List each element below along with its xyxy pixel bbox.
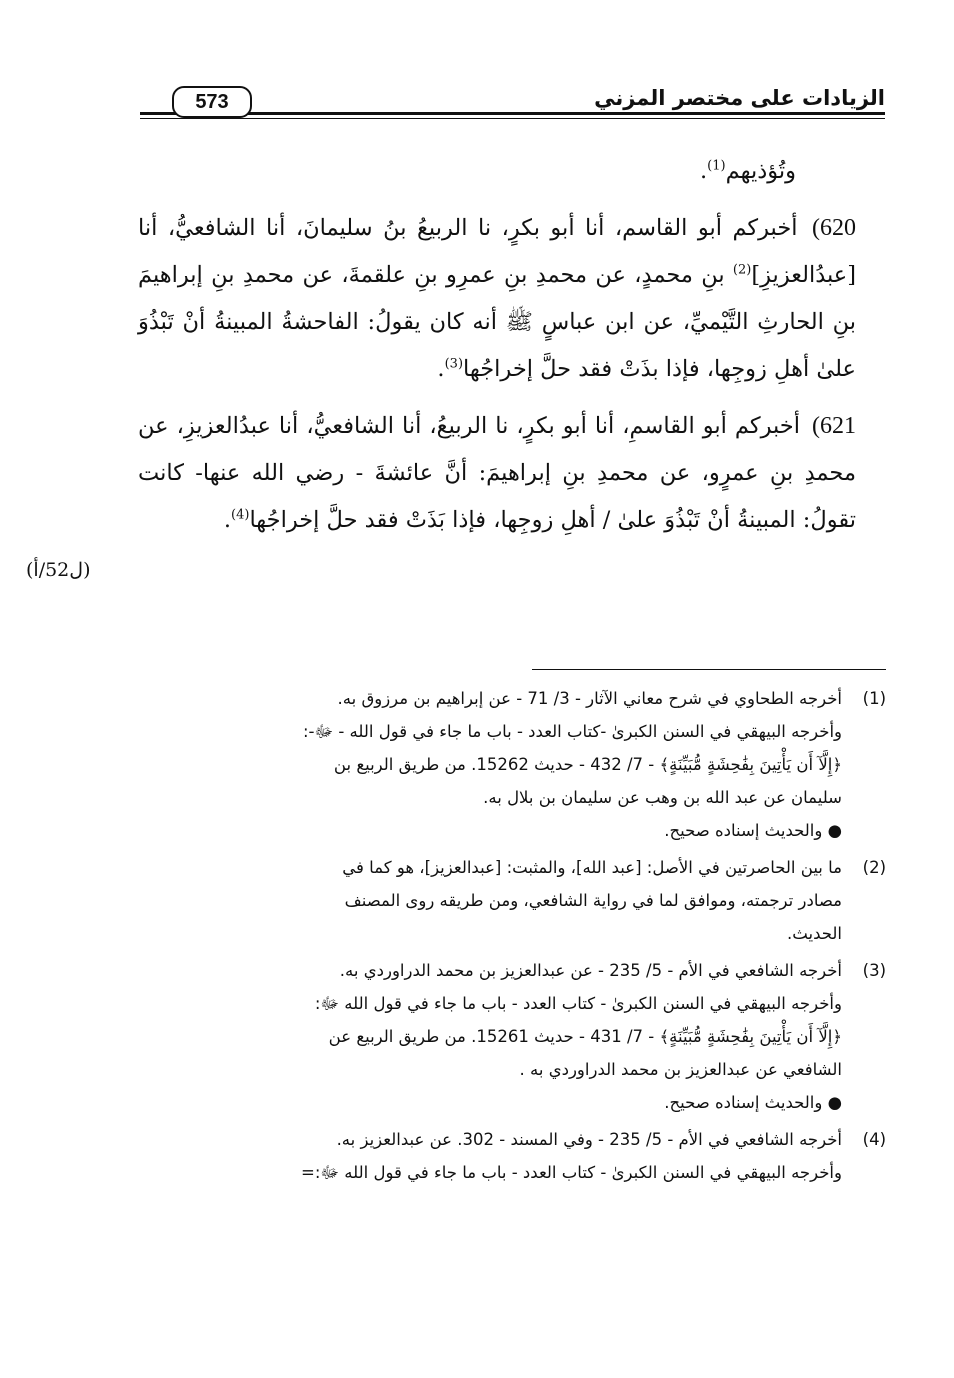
- footnote-ref-3: (3): [444, 356, 464, 372]
- footnote-line: الحديث.: [787, 924, 842, 943]
- footnote-line: الشافعي عن عبدالعزيز بن محمد الدراوردي به .: [519, 1060, 842, 1079]
- footnote-number: (2): [862, 858, 886, 877]
- hadith-text: أخبركم أبو القاسمِ، أنا أبو بكرٍ، نا الربيعُ، أنا الشافعيُّ، أنا عبدُالعزيزِ، عن محمدِ بنِ عمرٍو، عن محمدِ بنِ إبراهيمَ: أنَّ عائشةَ - رضي الله عنها- كانت تقولُ: المبينةُ أنْ تَبْذُوَ علىٰ / أهلِ زوجِها، فإذا بَذَتْ فقد حلَّ إخراجُها: [138, 413, 856, 533]
- footnote-number: (3): [862, 961, 886, 980]
- footnote-line: وأخرجه البيهقي في السنن الكبرىٰ - كتاب العدد - باب ما جاء في قول الله ﷻ:: [314, 994, 842, 1013]
- footnote-line: أخرجه الطحاوي في شرح معاني الآثار - 3/ 71 - عن إبراهيم بن مرزوق به.: [337, 689, 842, 708]
- footnote-line: ﴿إِلَّآ أَن يَأْتِينَ بِفَٰحِشَةٍ مُّبَيِّنَةٍ﴾ - 7/ 432 - حديث 15262. من طريق الربيع بن: [333, 755, 842, 774]
- footnote-line: أخرجه الشافعي في الأم - 5/ 235 - عن عبدالعزيز بن محمد الدراوردي به.: [339, 961, 842, 980]
- footnote-number: (4): [862, 1130, 886, 1149]
- footnote-line: سليمان عن عبد الله بن وهب عن سليمان بن بلال به.: [483, 788, 842, 807]
- book-title: الزيادات على مختصر المزني: [594, 86, 885, 110]
- footnote-ref-1: (1): [707, 158, 726, 174]
- footnote-3: [138, 954, 886, 1119]
- footnote-2: [138, 851, 886, 950]
- manuscript-folio-note: (ل52/أ): [26, 559, 91, 581]
- footnote-ref-4: (4): [231, 507, 250, 523]
- hadith-number: 620): [812, 215, 857, 241]
- footnote-number: (1): [862, 689, 886, 708]
- hadith-text-part1: أخبركم أبو القاسم، أنا أبو بكرٍ، نا الربيعُ بنُ سليمانَ، أنا الشافعيُّ، أنا [عبدُالعزيزِ]: [138, 215, 856, 288]
- header-rule-thin: [140, 118, 885, 119]
- footnote-ref-2: (2): [732, 262, 752, 278]
- footnote-line: أخرجه الشافعي في الأم - 5/ 235 - وفي المسند - 302. عن عبدالعزيز به.: [336, 1130, 842, 1149]
- hadith-text-part2: بنِ محمدٍ، عن محمدِ بنِ عمرِو بنِ علقمةَ، عن محمدِ بنِ إبراهيمَ بنِ الحارثِ التَّيْميِّ، عن ابن عباسٍ ﷺ أنه كان يقولُ: الفاحشةُ المبينةُ أنْ تَبْذُوَ علىٰ أهلِ زوجِها، فإذا بذَتْ فقد حلَّ إخراجُها: [138, 262, 856, 382]
- footnotes: [138, 682, 886, 1193]
- footnote-body: [138, 954, 842, 1119]
- hadith-620: 620) أخبركم أبو القاسم، أنا أبو بكرٍ، نا الربيعُ بنُ سليمانَ، أنا الشافعيُّ، أنا [عبدُالعزيزِ]$^{(2)}$ بنِ محمدٍ، عن محمدِ بنِ عمرِو بنِ علقمةَ، عن محمدِ بنِ إبراهيمَ بنِ الحارثِ التَّيْميِّ، عن ابن عباسٍ ﷺ أنه كان يقولُ: الفاحشةُ المبينةُ أنْ تَبْذُوَ علىٰ أهلِ زوجِها، فإذا بذَتْ فقد حلَّ إخراجُها$^{(3)}$.: [138, 215, 857, 382]
- main-text: [138, 148, 886, 554]
- footnote-line: وأخرجه البيهقي في السنن الكبرىٰ -كتاب العدد - باب ما جاء في قول الله - ﷻ-:: [302, 722, 842, 741]
- footnote-line: مصادر ترجمته، وموافق لما في رواية الشافعي، ومن طريقه روى المصنف: [344, 891, 842, 910]
- footnote-4: [138, 1123, 886, 1189]
- footnote-grading: ● والحديث إسناده صحيح.: [664, 821, 842, 840]
- footnote-line: ما بين الحاصرتين في الأصل: [عبد الله]، والمثبت: [عبدالعزيز]، هو كما في: [342, 858, 842, 877]
- footnote-line: ﴿إِلَّآ أَن يَأْتِينَ بِفَٰحِشَةٍ مُّبَيِّنَةٍ﴾ - 7/ 431 - حديث 15261. من طريق الربيع عن: [328, 1027, 842, 1046]
- footnote-separator: [532, 669, 886, 670]
- header-rule-thick: [140, 112, 885, 115]
- footnote-1: [138, 682, 886, 847]
- hadith-621: 621) أخبركم أبو القاسمِ، أنا أبو بكرٍ، نا الربيعُ، أنا الشافعيُّ، أنا عبدُالعزيزِ، عن محمدِ بنِ عمرٍو، عن محمدِ بنِ إبراهيمَ: أنَّ عائشةَ - رضي الله عنها- كانت تقولُ: المبينةُ أنْ تَبْذُوَ علىٰ / أهلِ زوجِها، فإذا بَذَتْ فقد حلَّ إخراجُها$^{(4)}$.: [138, 413, 856, 533]
- continuation-text: وتُؤذيهم: [725, 158, 796, 184]
- footnote-body: [138, 682, 842, 847]
- footnote-body: [138, 851, 842, 950]
- page-number: 573: [172, 86, 252, 118]
- footnote-grading: ● والحديث إسناده صحيح.: [664, 1093, 842, 1112]
- running-header: [140, 86, 885, 126]
- hadith-number: 621): [812, 413, 856, 439]
- footnote-body: [138, 1123, 842, 1189]
- footnote-line: وأخرجه البيهقي في السنن الكبرىٰ - كتاب العدد - باب ما جاء في قول الله ﷻ:=: [301, 1163, 842, 1182]
- continuation-line: وتُؤذيهم$^{(1)}$.: [700, 158, 796, 184]
